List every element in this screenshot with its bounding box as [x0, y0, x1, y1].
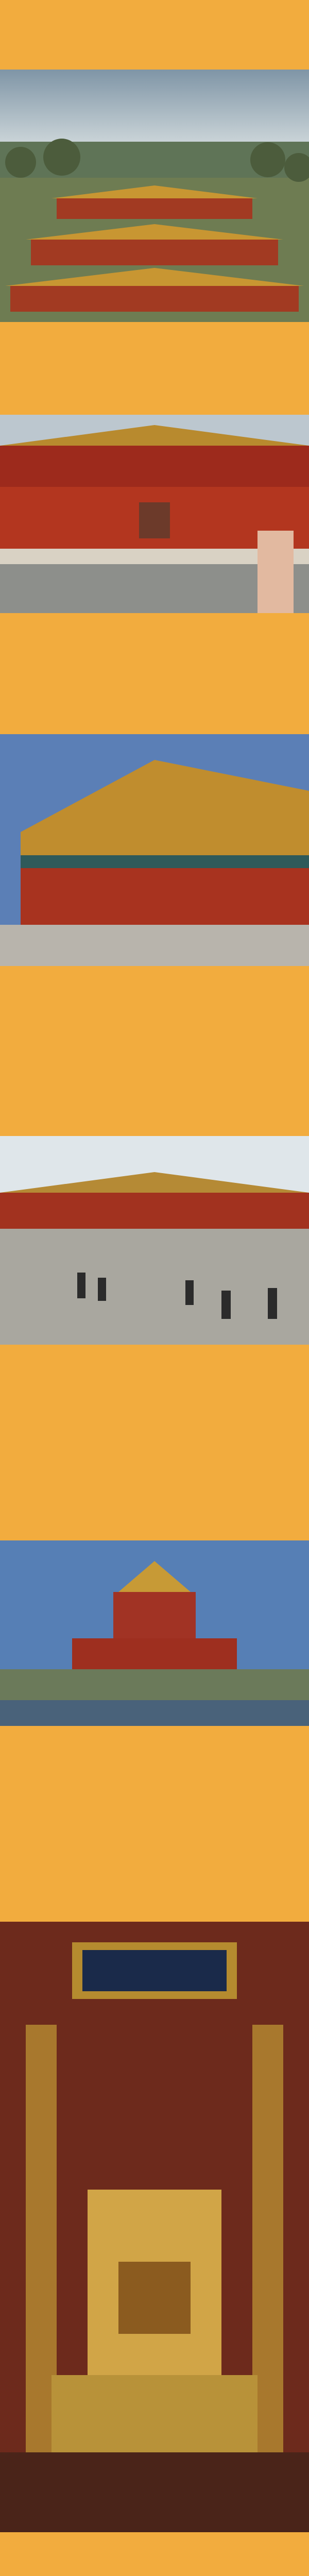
throne-hall-icon [0, 1922, 309, 2532]
fire-text [0, 1345, 309, 1540]
gate-facade-photo [0, 415, 309, 613]
layout-text [0, 966, 309, 1136]
intro-text [0, 0, 309, 70]
hall-roof-icon [0, 734, 309, 966]
hall-roof-photo [0, 734, 309, 966]
throne-hall-photo [0, 1922, 309, 2532]
lion-text [0, 2532, 309, 2576]
history-text [0, 322, 309, 415]
corner-tower-icon [0, 1540, 309, 1726]
gate-facade-icon [0, 415, 309, 613]
courtyard-icon [0, 1136, 309, 1345]
corner-tower-photo [0, 1540, 309, 1726]
courtyard-photo [0, 1136, 309, 1345]
rooms-text [0, 1726, 309, 1922]
aerial-palace-icon [0, 70, 309, 322]
architecture-text [0, 613, 309, 734]
aerial-palace-photo [0, 70, 309, 322]
